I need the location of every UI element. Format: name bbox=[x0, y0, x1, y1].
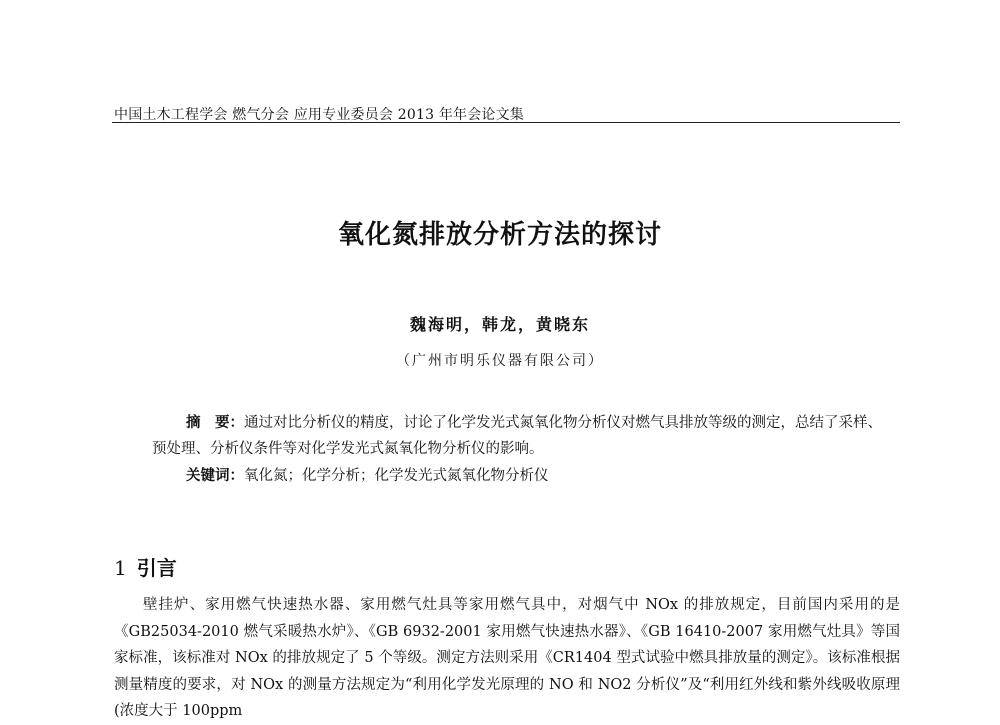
section-heading bbox=[114, 552, 177, 581]
body-text bbox=[114, 592, 900, 725]
paper-affiliation: （广州市明乐仪器有限公司） bbox=[396, 353, 604, 369]
paper-authors: 魏海明，韩龙，黄晓东 bbox=[409, 315, 590, 334]
running-head: 中国土木工程学会 燃气分会 应用专业委员会 2013 年年会论文集 bbox=[114, 107, 525, 123]
header-rule bbox=[112, 122, 900, 123]
abstract-block bbox=[152, 410, 892, 462]
section-title: 引言 bbox=[136, 556, 177, 580]
section-number: 1 bbox=[114, 556, 127, 580]
body-paragraph: 壁挂炉、家用燃气快速热水器、家用燃气灶具等家用燃气具中，对烟气中 NOx 的排放规定，目前国内采用的是《GB25034-2010 燃气采暖热水炉》、《GB 6932-2001 家用燃气快速热水器》、《GB 16410-2007 家用燃气灶具》等国家标准，该标准对 NOx 的排放规定了 5 个等级。测定方法则采用《CR1404 型式试验中燃具排放量的测定》。该标准根据测量精度的要求，对 NOx 的测量方法规定为“利用化学发光原理的 NO 和 NO2 分析仪”及“利用红外线和紫外线吸收原理(浓度大于 100ppm bbox=[114, 597, 900, 719]
paper-title: 氧化氮排放分析方法的探讨 bbox=[337, 220, 662, 250]
keywords-text: 氧化氮；化学分析；化学发光式氮氧化物分析仪 bbox=[244, 468, 549, 484]
abstract-text: 通过对比分析仪的精度，讨论了化学发光式氮氧化物分析仪对燃气具排放等级的测定，总结了采样、预处理、分析仪条件等对化学发光式氮氧化物分析仪的影响。 bbox=[152, 415, 882, 457]
abstract-label: 摘 要： bbox=[186, 415, 244, 431]
keywords-label: 关键词： bbox=[186, 468, 244, 484]
keywords-block bbox=[186, 465, 549, 487]
